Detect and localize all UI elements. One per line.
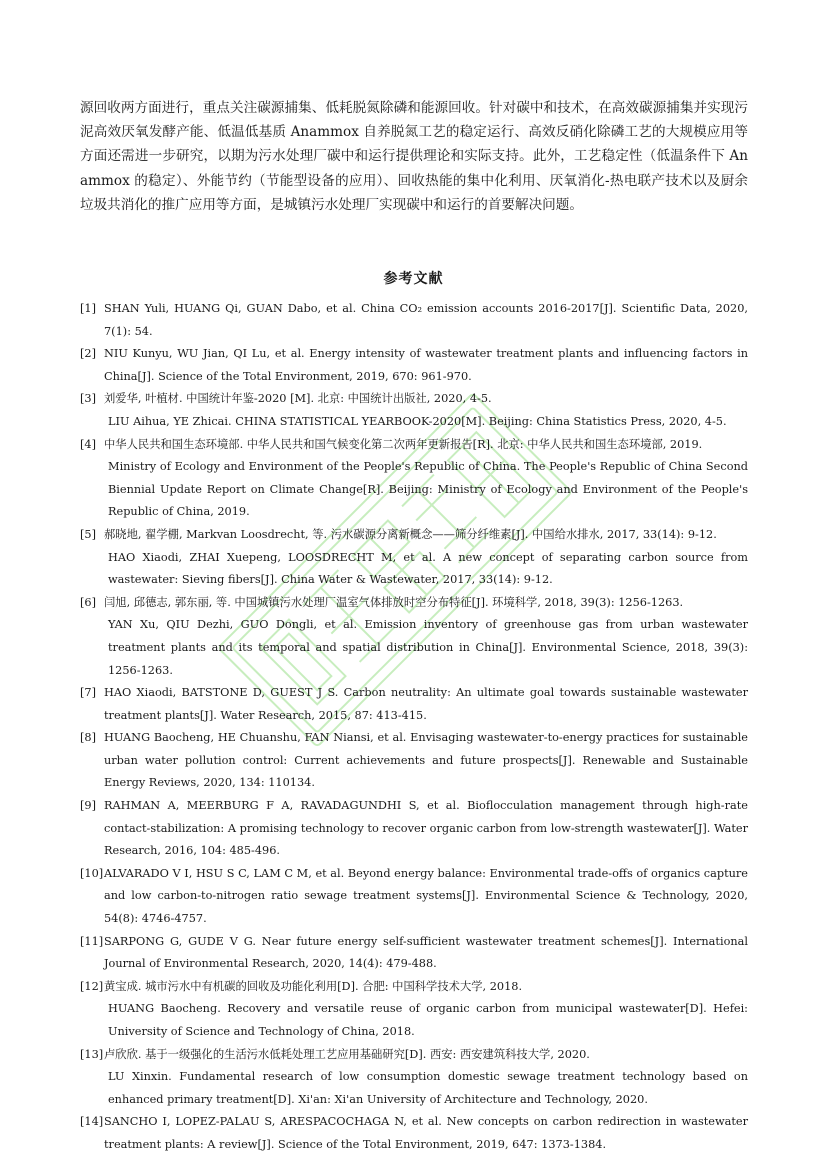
reference-number: [9] <box>80 799 97 813</box>
reference-text: 郝晓地, 翟学棚, Markvan Loosdrecht, 等. 污水碳源分离新概念——筛分纤维素[J]. 中国给水排水, 2017, 33(14): 9-12. <box>104 527 717 541</box>
reference-english-text: YAN Xu, QIU Dezhi, GUO Dongli, et al. Emission inventory of greenhouse gas from urban wastewater treatment plants and its temporal and spatial distribution in China[J]. Environmental Science, 2018, 39(3): 1256-1263. <box>108 618 748 677</box>
reference-text: 黄宝成. 城市污水中有机碳的回收及功能化利用[D]. 合肥: 中国科学技术大学, 2018. <box>104 979 523 993</box>
reference-text: NIU Kunyu, WU Jian, QI Lu, et al. Energy intensity of wastewater treatment plants and influencing factors in China[J]. Science of the Total Environment, 2019, 670: 961-970. <box>104 347 748 383</box>
reference-number: [3] <box>80 392 97 406</box>
reference-text: HUANG Baocheng, HE Chuanshu, FAN Niansi, et al. Envisaging wastewater-to-energy practices for sustainable urban water pollution control: Current achievements and future prospects[J]. Renewable and Sustainable Energy Reviews, 2020, 134: 110134. <box>104 731 748 790</box>
reference-item <box>80 343 748 388</box>
reference-number: [6] <box>80 595 97 609</box>
references-heading: 参考文献 <box>383 271 444 287</box>
reference-text: 闫旭, 邱德志, 郭东丽, 等. 中国城镇污水处理厂温室气体排放时空分布特征[J]. 环境科学, 2018, 39(3): 1256-1263. <box>104 595 684 609</box>
reference-text: 刘爱华, 叶植材. 中国统计年鉴-2020 [M]. 北京: 中国统计出版社, 2020, 4-5. <box>104 392 492 406</box>
reference-number: [12] <box>80 979 104 993</box>
reference-item <box>80 434 748 524</box>
reference-item <box>80 795 748 863</box>
reference-number: [5] <box>80 527 97 541</box>
reference-text: RAHMAN A, MEERBURG F A, RAVADAGUNDHI S, et al. Bioflocculation management through high-rate contact-stabilization: A promising technology to recover organic carbon from low-strength wastewater[J]. Water Research, 2016, 104: 485-496. <box>104 799 748 858</box>
reference-item <box>80 727 748 795</box>
reference-item <box>80 298 748 343</box>
body-paragraph: 源回收两方面进行，重点关注碳源捕集、低耗脱氮除磷和能源回收。针对碳中和技术，在高效碳源捕集并实现污泥高效厌氧发酵产能、低温低基质 Anammox 自养脱氮工艺的稳定运行、高效反硝化除磷工艺的大规模应用等方面还需进一步研究，以期为污水处理厂碳中和运行提供理论和实际支持。此外，工艺稳定性（低温条件下 Anammox 的稳定）、外能节约（节能型设备的应用）、回收热能的集中化利用、厌氧消化-热电联产技术以及厨余垃圾共消化的推广应用等方面，是城镇污水处理厂实现碳中和运行的首要解决问题。 <box>80 100 748 213</box>
reference-item <box>80 863 748 931</box>
reference-text: SANCHO I, LOPEZ-PALAU S, ARESPACOCHAGA N, et al. New concepts on carbon redirection in wastewater treatment plants: A review[J]. Science of the Total Environment, 2019, 647: 1373-1384. <box>104 1115 748 1151</box>
reference-english-text: HUANG Baocheng. Recovery and versatile reuse of organic carbon from municipal wastewater[D]. Hefei: University of Science and Technology of China, 2018. <box>108 1002 748 1038</box>
reference-text: 中华人民共和国生态环境部. 中华人民共和国气候变化第二次两年更新报告[R]. 北京: 中华人民共和国生态环境部, 2019. <box>104 437 703 451</box>
reference-english-text: LIU Aihua, YE Zhicai. CHINA STATISTICAL YEARBOOK-2020[M]. Beijing: China Statistics Press, 2020, 4-5. <box>108 414 727 428</box>
reference-number: [1] <box>80 302 97 315</box>
reference-number: [13] <box>80 1047 104 1061</box>
reference-text: HAO Xiaodi, BATSTONE D, GUEST J S. Carbon neutrality: An ultimate goal towards sustainable wastewater treatment plants[J]. Water Research, 2015, 87: 413-415. <box>104 686 748 722</box>
reference-number: [10] <box>80 866 104 880</box>
reference-number: [14] <box>80 1115 104 1129</box>
reference-item <box>80 388 748 433</box>
reference-number: [8] <box>80 731 97 745</box>
reference-english-text: HAO Xiaodi, ZHAI Xuepeng, LOOSDRECHT M, et al. A new concept of separating carbon source from wastewater: Sieving fibers[J]. China Water & Wastewater, 2017, 33(14): 9-12. <box>108 550 748 587</box>
reference-number: [7] <box>80 686 97 700</box>
reference-item <box>80 1111 748 1156</box>
reference-item <box>80 592 748 682</box>
reference-number: [4] <box>80 437 97 451</box>
reference-text: SARPONG G, GUDE V G. Near future energy self-sufficient wastewater treatment schemes[J]. International Journal of Environmental Research, 2020, 14(4): 479-488. <box>104 934 748 971</box>
reference-text: SHAN Yuli, HUANG Qi, GUAN Dabo, et al. China CO₂ emission accounts 2016-2017[J]. Scientific Data, 2020, 7(1): 54. <box>104 302 748 338</box>
reference-english-text: Ministry of Ecology and Environment of the People's Republic of China. The People's Republic of China Second Biennial Update Report on Climate Change[R]. Beijing: Ministry of Ecology and Environment of the People's Republic of China, 2019. <box>108 460 748 519</box>
reference-item <box>80 1044 748 1112</box>
reference-text: ALVARADO V I, HSU S C, LAM C M, et al. Beyond energy balance: Environmental trade-offs of organics capture and low carbon-to-nitrogen ratio sewage treatment systems[J]. Environmental Science & Technology, 2020, 54(8): 4746-4757. <box>104 866 748 926</box>
reference-number: [2] <box>80 347 97 361</box>
reference-number: [11] <box>80 934 104 948</box>
reference-text: 卢欣欣. 基于一级强化的生活污水低耗处理工艺应用基础研究[D]. 西安: 西安建筑科技大学, 2020. <box>104 1047 590 1061</box>
reference-list <box>80 298 748 1157</box>
reference-item <box>80 931 748 976</box>
reference-item <box>80 524 748 592</box>
reference-item <box>80 976 748 1044</box>
reference-item <box>80 682 748 727</box>
reference-english-text: LU Xinxin. Fundamental research of low consumption domestic sewage treatment technology based on enhanced primary treatment[D]. Xi'an: Xi'an University of Architecture and Technology, 2020. <box>108 1070 748 1106</box>
